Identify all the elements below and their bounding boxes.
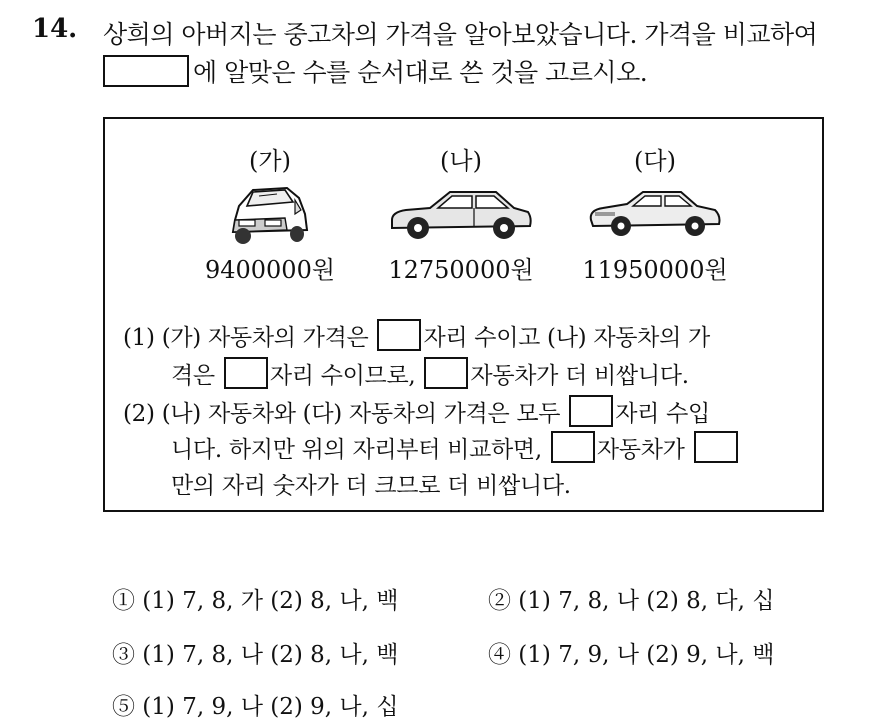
car-na-price: 12750000원 (388, 256, 534, 284)
car-ga-price: 9400000원 (204, 256, 336, 284)
question-text-line1: 상희의 아버지는 중고차의 가격을 알아보았습니다. 가격을 비교하여 (103, 20, 818, 49)
car-da-label: (다) (634, 147, 676, 175)
option-3[interactable]: ③ (1) 7, 8, 나 (2) 8, 나, 백 (112, 642, 399, 668)
condition-2-line1 (123, 395, 710, 428)
sedan-car-icon (386, 180, 536, 246)
old-hatchback-car-icon (225, 180, 315, 246)
condition-2-text-b: 자리 수입 (615, 401, 710, 427)
condition-2-text-e: 만의 자리 숫자가 더 크므로 더 비쌉니다. (171, 473, 571, 499)
condition-2-blank-2 (551, 431, 595, 463)
condition-1-line1 (123, 319, 710, 352)
car-ga-label: (가) (249, 147, 291, 175)
condition-1-blank-3 (424, 357, 468, 389)
condition-2-line2 (171, 431, 740, 464)
condition-2-text-a: (나) 자동차와 (다) 자동차의 가격은 모두 (161, 401, 561, 427)
condition-1-number: (1) (123, 325, 155, 351)
condition-2-text-c: 니다. 하지만 위의 자리부터 비교하면, (171, 437, 542, 463)
question-number: 14. (32, 14, 78, 44)
car-na (381, 141, 541, 285)
condition-1-text-c: 격은 (171, 363, 215, 389)
car-ga (195, 141, 345, 285)
question-text-line2-content: 에 알맞은 수를 순서대로 쓴 것을 고르시오. (193, 58, 648, 87)
condition-1-text-d: 자리 수이므로, (269, 363, 416, 389)
problem-box (103, 117, 824, 512)
answer-blank-box (103, 55, 189, 87)
condition-2-text-d: 자동차가 (596, 437, 685, 463)
car-da (575, 141, 735, 285)
compact-sedan-car-icon (585, 180, 725, 246)
option-4[interactable]: ④ (1) 7, 9, 나 (2) 9, 나, 백 (488, 642, 775, 668)
condition-1-blank-1 (377, 319, 421, 351)
condition-1-text-b: 자리 수이고 (나) 자동차의 가 (423, 325, 710, 351)
condition-2-number: (2) (123, 401, 155, 427)
condition-1-line2 (171, 357, 689, 390)
condition-2-blank-3 (694, 431, 738, 463)
option-2[interactable]: ② (1) 7, 8, 나 (2) 8, 다, 십 (488, 588, 775, 614)
condition-2-line3 (171, 467, 571, 500)
option-5[interactable]: ⑤ (1) 7, 9, 나 (2) 9, 나, 십 (112, 694, 399, 720)
condition-1-blank-2 (224, 357, 268, 389)
condition-1-text-e: 자동차가 더 비쌉니다. (470, 363, 689, 389)
condition-2-blank-1 (569, 395, 613, 427)
car-na-label: (나) (440, 147, 482, 175)
condition-1-text-a: (가) 자동차의 가격은 (161, 325, 369, 351)
question-text-line2 (103, 53, 647, 89)
car-da-price: 11950000원 (582, 256, 728, 284)
option-1[interactable]: ① (1) 7, 8, 가 (2) 8, 나, 백 (112, 588, 399, 614)
